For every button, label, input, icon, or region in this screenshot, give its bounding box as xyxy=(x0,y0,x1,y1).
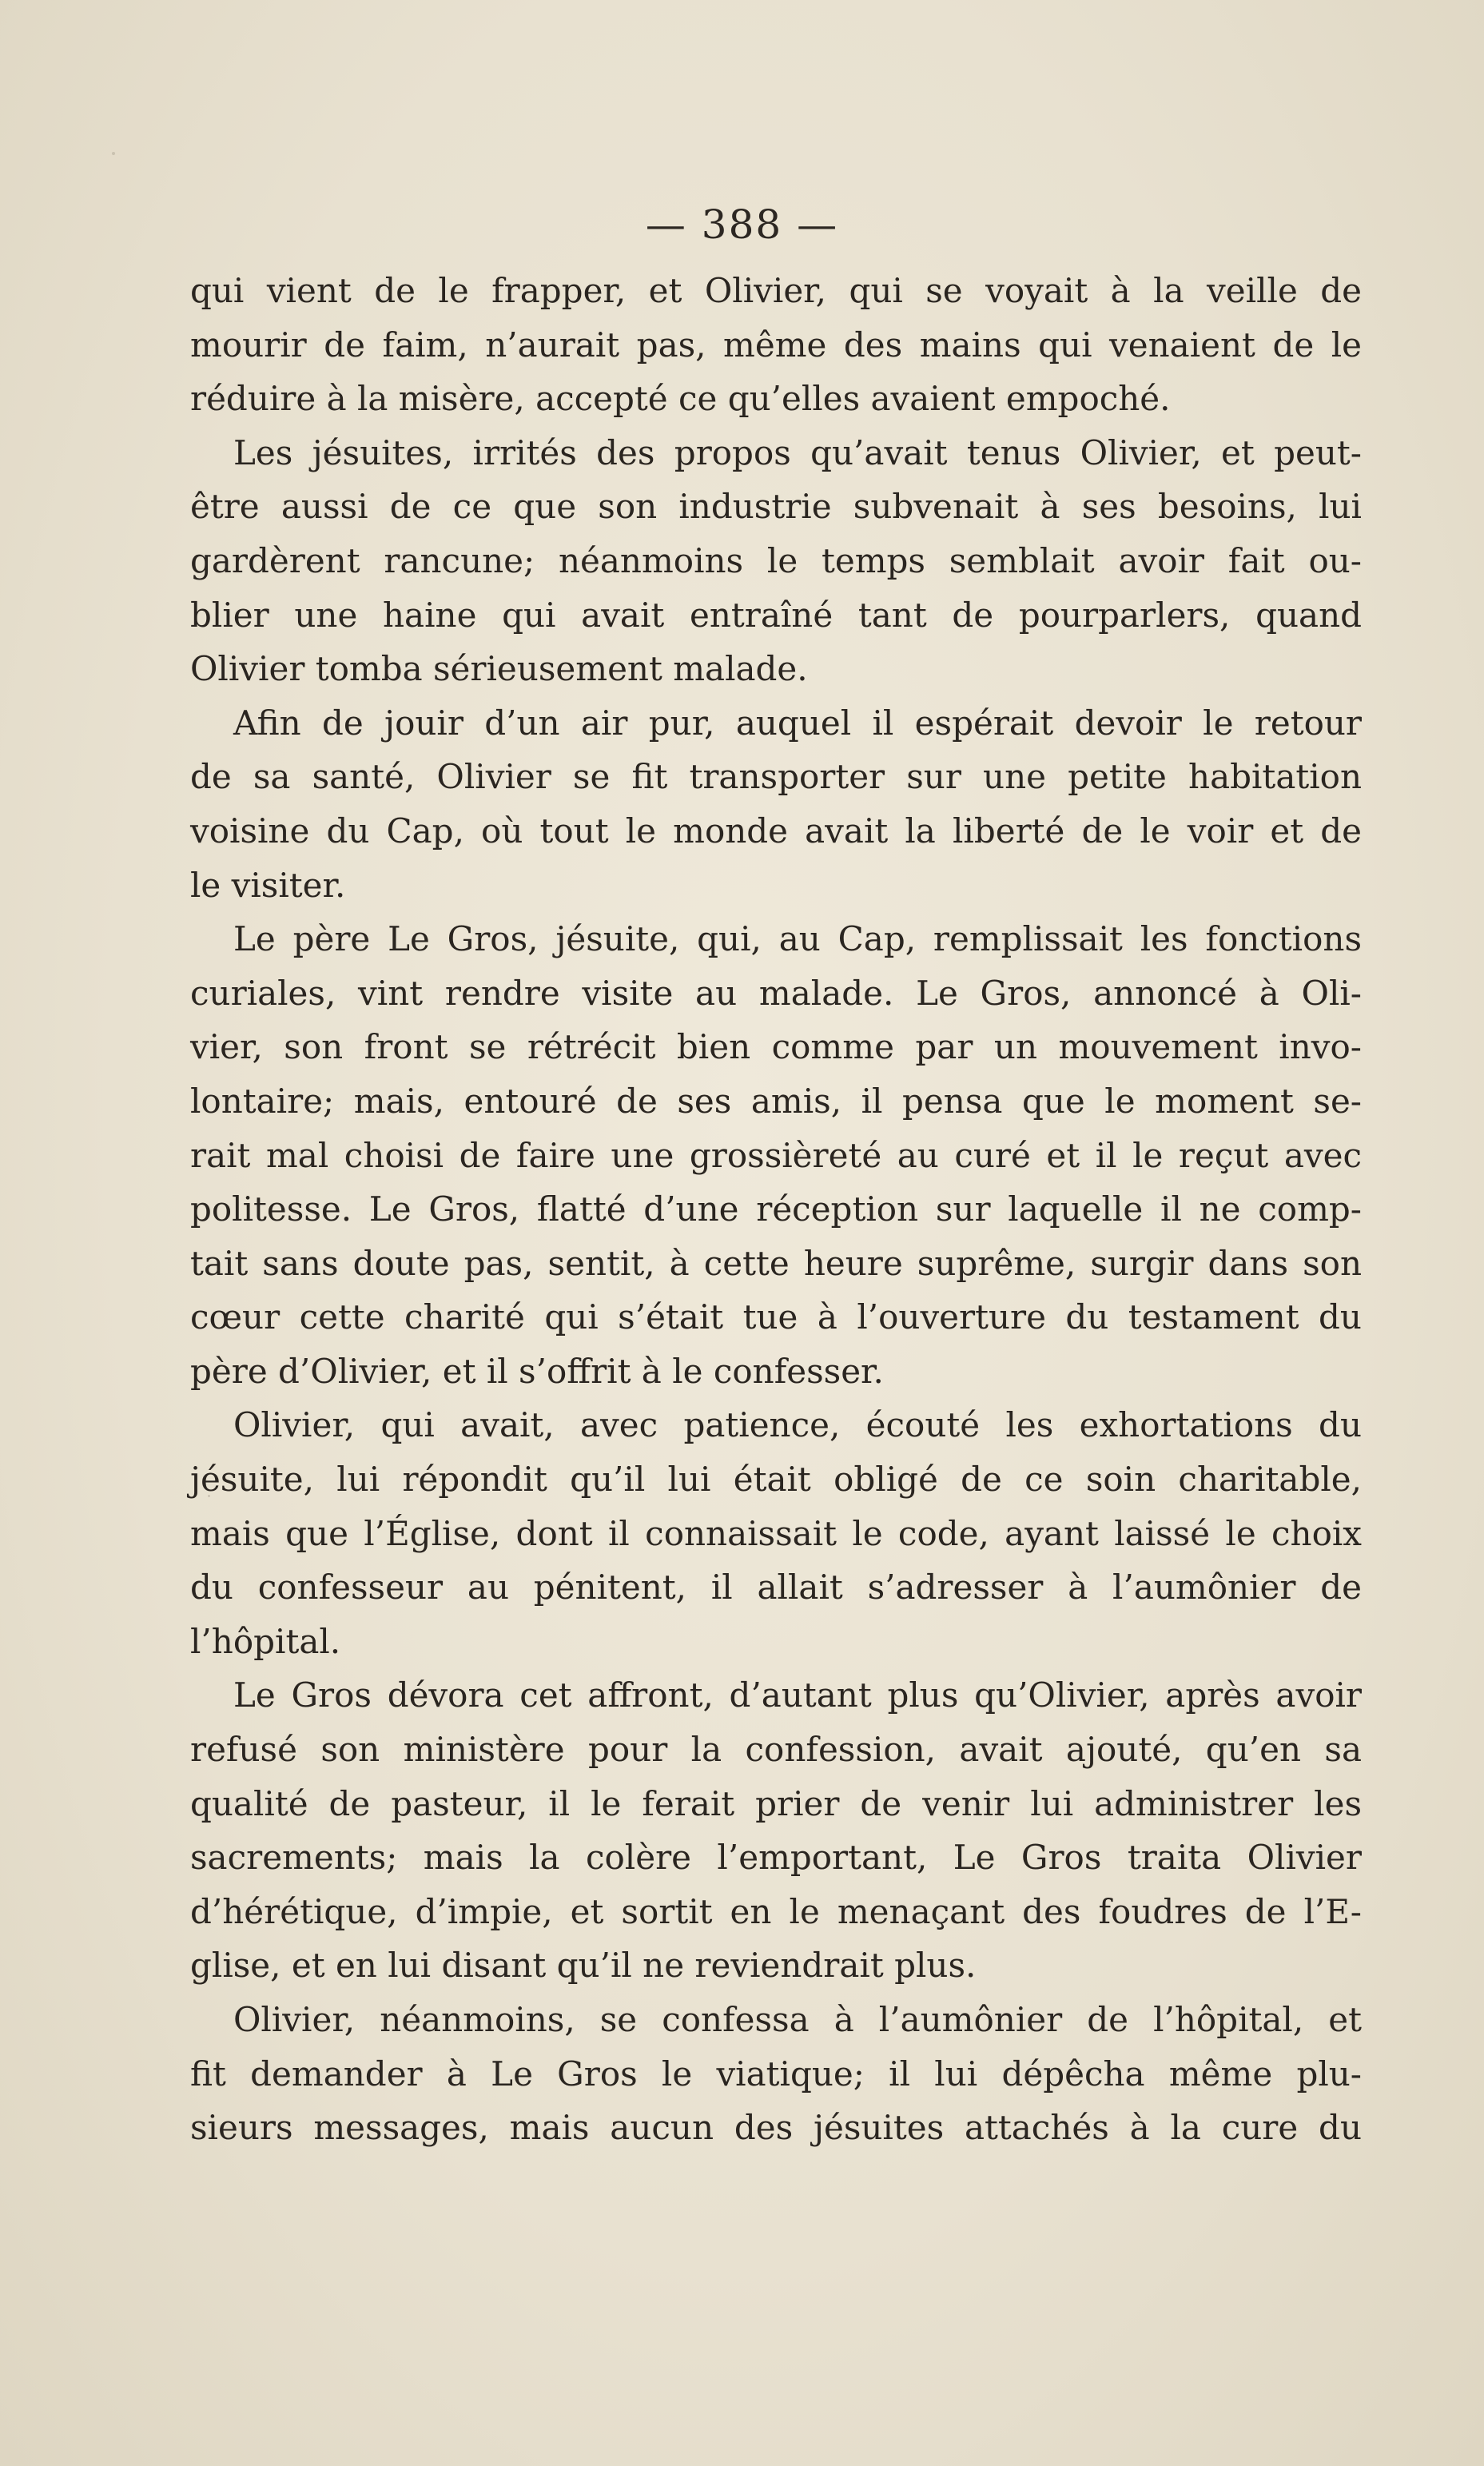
text-line: curiales, vint rendre visite au malade. Le Gros, annoncé à Oli- xyxy=(190,973,1362,1013)
text-line: réduire à la misère, accepté ce qu’elles avaient empoché. xyxy=(190,379,1171,419)
text-line: lontaire; mais, entouré de ses amis, il pensa que le moment se- xyxy=(190,1081,1362,1121)
text-line: l’hôpital. xyxy=(190,1621,341,1661)
paper-speck xyxy=(112,152,115,155)
text-line: d’hérétique, d’impie, et sortit en le menaçant des foudres de l’E- xyxy=(190,1891,1362,1931)
text-line: voisine du Cap, où tout le monde avait la liberté de le voir et de xyxy=(190,811,1362,851)
body-text xyxy=(190,264,1362,2155)
text-line: glise, et en lui disant qu’il ne reviendrait plus. xyxy=(190,1946,977,1986)
text-line: mourir de faim, n’aurait pas, même des mains qui venaient de le xyxy=(190,325,1362,365)
text-line: cœur cette charité qui s’était tue à l’ouverture du testament du xyxy=(190,1297,1362,1337)
text-line: tait sans doute pas, sentit, à cette heure suprême, surgir dans son xyxy=(190,1243,1362,1283)
text-line: blier une haine qui avait entraîné tant de pourparlers, quand xyxy=(190,595,1362,635)
text-line: Afin de jouir d’un air pur, auquel il espérait devoir le retour xyxy=(233,703,1362,743)
text-line: Olivier, qui avait, avec patience, écouté les exhortations du xyxy=(233,1405,1362,1445)
text-line: de sa santé, Olivier se fit transporter sur une petite habitation xyxy=(190,757,1362,797)
text-line: Olivier tomba sérieusement malade. xyxy=(190,649,808,689)
text-line: fit demander à Le Gros le viatique; il lui dépêcha même plu- xyxy=(190,2054,1362,2094)
text-line: refusé son ministère pour la confession, avait ajouté, qu’en sa xyxy=(190,1730,1362,1770)
text-line: jésuite, lui répondit qu’il lui était obligé de ce soin charitable, xyxy=(190,1460,1362,1500)
text-line: gardèrent rancune; néanmoins le temps semblait avoir fait ou- xyxy=(190,540,1362,580)
page-number: — 388 — xyxy=(645,201,839,248)
text-line: être aussi de ce que son industrie subvenait à ses besoins, lui xyxy=(190,487,1362,527)
text-line: rait mal choisi de faire une grossièreté au curé et il le reçut avec xyxy=(190,1135,1362,1175)
text-line: le visiter. xyxy=(190,865,346,905)
text-line: Le père Le Gros, jésuite, qui, au Cap, remplissait les fonctions xyxy=(233,919,1362,959)
text-line: Les jésuites, irrités des propos qu’avait tenus Olivier, et peut- xyxy=(233,432,1362,472)
text-line: père d’Olivier, et il s’offrit à le confesser. xyxy=(190,1351,884,1391)
text-line: qualité de pasteur, il le ferait prier de venir lui administrer les xyxy=(190,1783,1362,1823)
text-line: Le Gros dévora cet affront, d’autant plus qu’Olivier, après avoir xyxy=(233,1675,1362,1715)
text-line: politesse. Le Gros, flatté d’une réception sur laquelle il ne comp- xyxy=(190,1189,1362,1229)
text-line: mais que l’Église, dont il connaissait le code, ayant laissé le choix xyxy=(190,1513,1362,1553)
text-line: qui vient de le frapper, et Olivier, qui se voyait à la veille de xyxy=(190,271,1362,310)
text-line: du confesseur au pénitent, il allait s’adresser à l’aumônier de xyxy=(190,1568,1362,1607)
text-line: vier, son front se rétrécit bien comme par un mouvement invo- xyxy=(190,1027,1362,1067)
text-line: sieurs messages, mais aucun des jésuites attachés à la cure du xyxy=(190,2108,1362,2148)
text-line: sacrements; mais la colère l’emportant, Le Gros traita Olivier xyxy=(190,1838,1362,1878)
text-line: Olivier, néanmoins, se confessa à l’aumônier de l’hôpital, et xyxy=(233,2000,1362,2039)
